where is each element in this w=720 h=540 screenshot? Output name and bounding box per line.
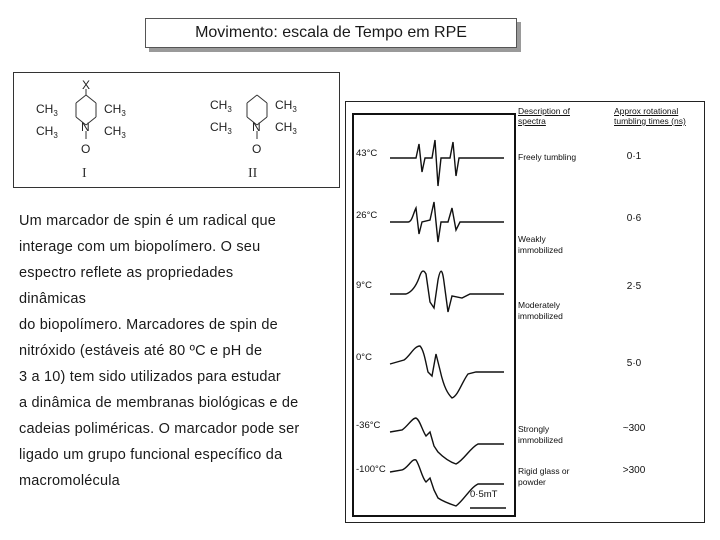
tumbling-time: 5·0 bbox=[626, 358, 642, 369]
spectrum-description: Rigid glass or powder bbox=[518, 466, 570, 487]
paragraph-line: 3 a 10) tem sido utilizados para estudar bbox=[19, 369, 281, 385]
temp-label: -100°C bbox=[356, 464, 386, 475]
temp-label: -36°C bbox=[356, 420, 381, 431]
scale-bar-label: 0·5mT bbox=[470, 489, 498, 500]
paragraph-line: espectro reflete as propriedades bbox=[19, 265, 234, 281]
mol2-ch3-ur: $CH_3$ bbox=[275, 98, 297, 114]
paragraph-line: cadeias poliméricas. O marcador pode ser bbox=[19, 421, 300, 437]
temp-label: 43°C bbox=[356, 148, 378, 159]
mol1-number: I bbox=[82, 166, 87, 181]
paragraph-line: macromolécula bbox=[19, 473, 120, 489]
spectrum-trace-9c bbox=[390, 271, 504, 312]
tumbling-time: >300 bbox=[622, 465, 646, 476]
mol2-ch3-ll: $CH_3$ bbox=[210, 120, 232, 136]
spectrum-description: Moderately immobilized bbox=[518, 300, 563, 321]
temp-label: 0°C bbox=[356, 352, 372, 363]
mol1-o-label: O bbox=[81, 142, 91, 156]
mol1-ch3-ll: $CH_3$ bbox=[36, 124, 58, 140]
mol1-ch3-ul: $CH_3$ bbox=[36, 102, 58, 118]
mol1-ch3-lr: $CH_3$ bbox=[104, 124, 126, 140]
paragraph-line: Um marcador de spin é um radical que bbox=[19, 213, 277, 229]
slide-title-box bbox=[145, 18, 517, 48]
spectrum-trace-43c bbox=[390, 140, 504, 186]
body-paragraph bbox=[19, 208, 349, 494]
header-time-line2: tumbling times (ns) bbox=[614, 116, 686, 126]
mol2-ch3-ul: $CH_3$ bbox=[210, 98, 232, 114]
mol1-ch3-ur: $CH_3$ bbox=[104, 102, 126, 118]
tumbling-time: 0·6 bbox=[626, 213, 642, 224]
paragraph-line: interage com um biopolímero. O seu bbox=[19, 239, 261, 255]
tumbling-time: 2·5 bbox=[626, 281, 642, 292]
spectrum-description: Freely tumbling bbox=[518, 152, 577, 162]
paragraph-line: a dinâmica de membranas biológicas e de bbox=[19, 395, 299, 411]
paragraph-line: nitróxido (estáveis até 80 ºC e pH de bbox=[19, 343, 263, 359]
molecule-structures bbox=[14, 73, 341, 189]
mol2-o-label: O bbox=[252, 142, 262, 156]
mol2-n-label: N bbox=[252, 120, 261, 134]
molecule-figure bbox=[13, 72, 340, 188]
spectrum-description: Weakly immobilized bbox=[518, 234, 563, 255]
epr-spectra-figure bbox=[345, 101, 705, 523]
temp-label: 26°C bbox=[356, 210, 378, 221]
spectrum-trace-minus36c bbox=[390, 418, 504, 464]
header-desc-line2: spectra bbox=[518, 116, 546, 126]
paragraph-line: dinâmicas bbox=[19, 291, 87, 307]
tumbling-time: ~300 bbox=[622, 423, 646, 434]
mol2-ch3-lr: $CH_3$ bbox=[275, 120, 297, 136]
paragraph-line: ligado um grupo funcional específico da bbox=[19, 447, 283, 463]
header-desc-line1: Description of bbox=[518, 106, 570, 116]
slide-title: Movimento: escala de Tempo em RPE bbox=[195, 24, 467, 41]
header-time-line1: Approx rotational bbox=[614, 106, 679, 116]
spectrum-trace-0c bbox=[390, 346, 504, 398]
mol2-number: II bbox=[248, 166, 258, 181]
mol1-n-label: N bbox=[81, 120, 90, 134]
spectra-traces bbox=[346, 102, 706, 524]
temp-label: 9°C bbox=[356, 280, 372, 291]
mol1-x-label: X bbox=[82, 78, 91, 92]
paragraph-line: do biopolímero. Marcadores de spin de bbox=[19, 317, 278, 333]
spectrum-description: Strongly immobilized bbox=[518, 424, 563, 445]
tumbling-time: 0·1 bbox=[626, 151, 642, 162]
spectrum-trace-26c bbox=[390, 202, 504, 242]
